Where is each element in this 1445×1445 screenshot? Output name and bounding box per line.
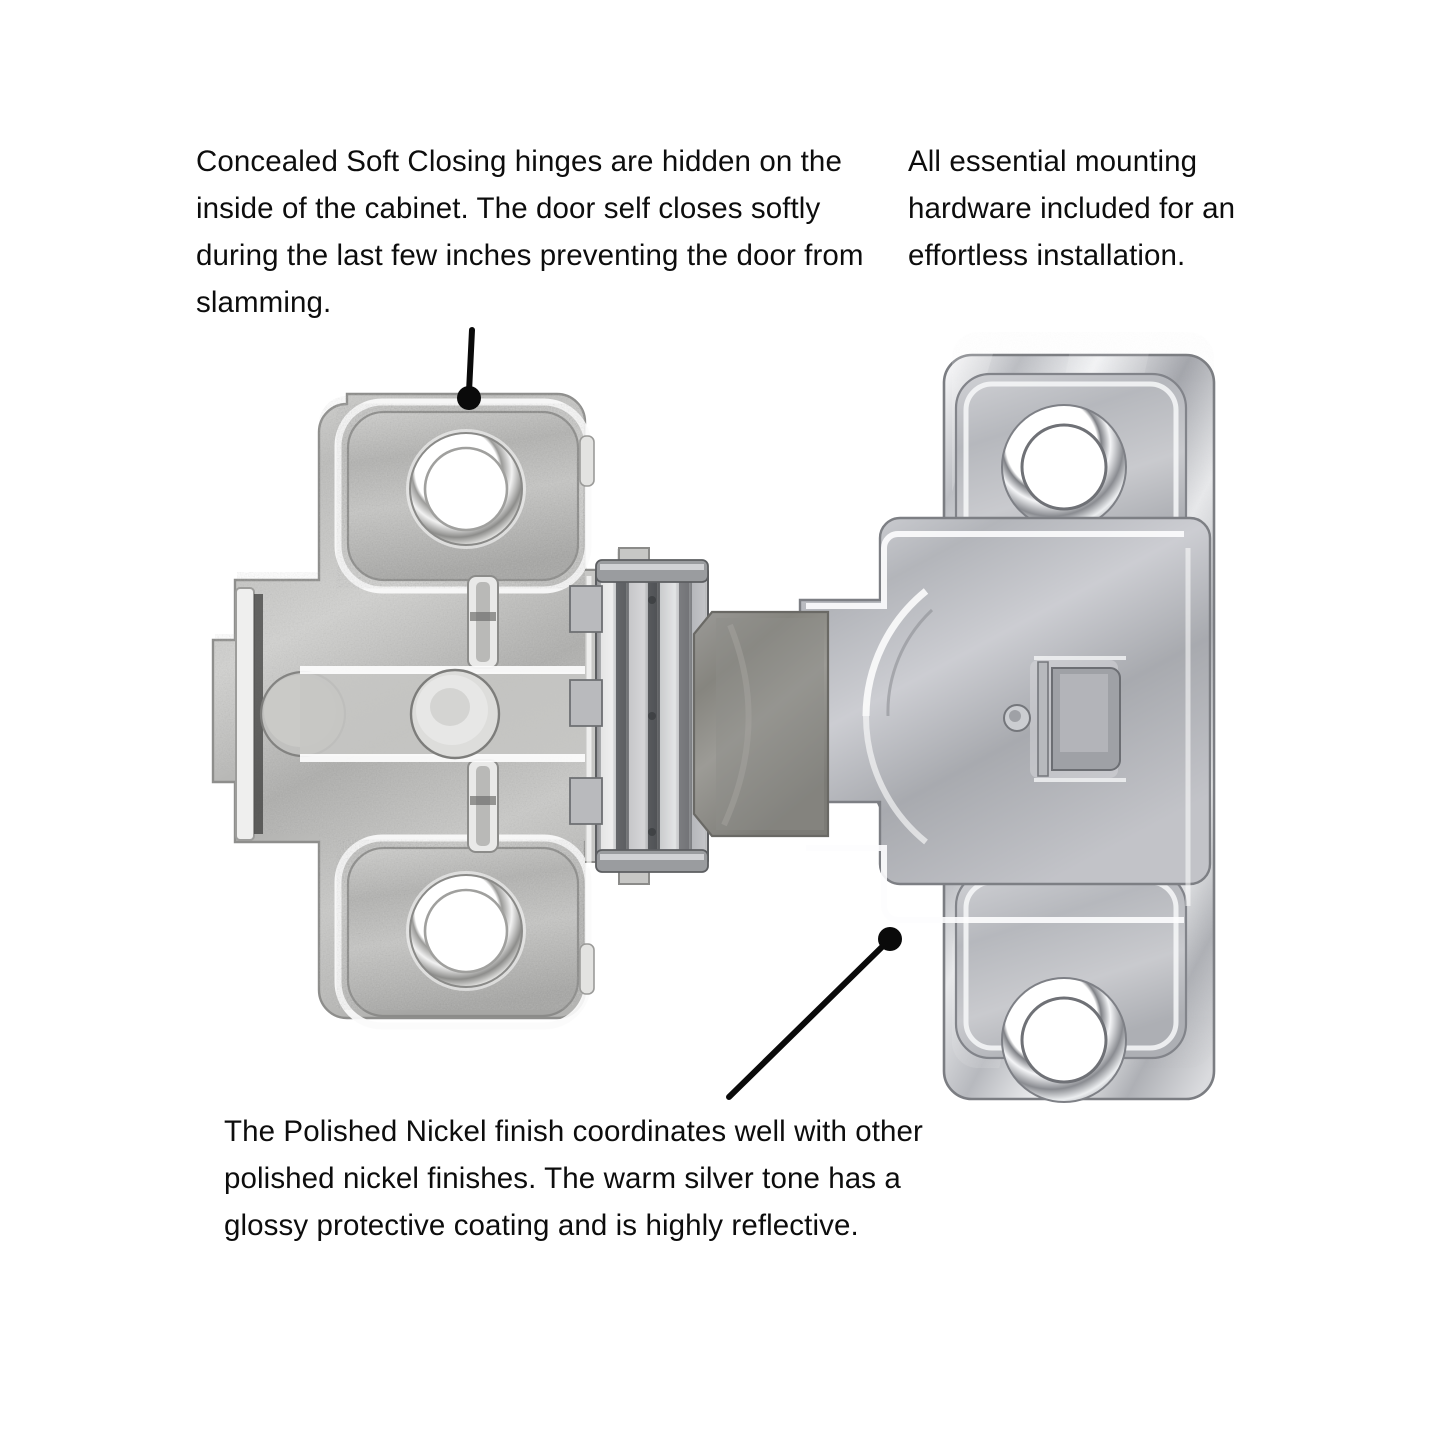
callout-polished-nickel-finish-description: The Polished Nickel finish coordinates well with other polished nickel finishes. The warm silver tone has a glossy protective coating and is highly reflective. xyxy=(224,1115,923,1242)
plate-screw-hole-bottom xyxy=(406,871,526,991)
plate-screw-hole-top xyxy=(406,429,526,549)
plate-top-wing xyxy=(338,402,594,590)
plate-bottom-wing xyxy=(338,838,594,1026)
plate-adjustment-bar xyxy=(300,670,596,758)
plate-slot-track-bottom xyxy=(468,760,498,852)
soft-close-damper xyxy=(694,612,828,836)
linkage-hooks xyxy=(570,586,602,824)
adjustment-screw xyxy=(411,670,499,758)
plate-slot-track-top xyxy=(468,576,498,668)
callout-soft-closing-description: Concealed Soft Closing hinges are hidden on the inside of the cabinet. The door self closes softly during the last few inches preventing the door from slamming. xyxy=(196,145,864,319)
callout-mounting-hardware-description: All essential mounting hardware included for an effortless installation. xyxy=(908,145,1236,272)
cup-screw-hole-bottom xyxy=(1002,978,1126,1102)
